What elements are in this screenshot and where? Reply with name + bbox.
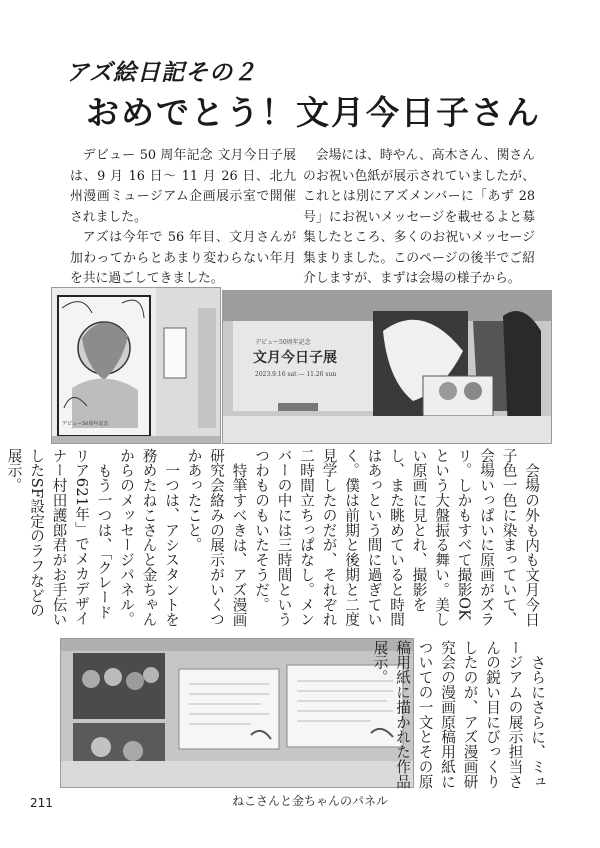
body-paragraph	[0, 448, 2, 628]
body-vertical-text-b	[371, 640, 548, 790]
photo-exhibition-entrance	[222, 290, 552, 444]
exhibit-dates: 2023.9.16 sat ― 11.26 sun	[255, 371, 337, 378]
body-paragraph: 会場の外も内も文月今日子色一色に染まっていて、会場いっぱいに原画がズラリ。しかもすべて撮影OKという大盤振る舞い。美しい原画に見とれ、撮影をし、また眺めていると時間はあっという間に過ぎていく。僕は前期と後期と二度見学したのだが、それぞれ二時間立ちっぱなし。メンバーの中には三時間というつわものもいたそうだ。	[253, 448, 540, 627]
page-number: 211	[30, 796, 53, 810]
body-paragraph: 一つは、アシスタントを務めたねこさんと金ちゃんからのメッセージパネル。	[118, 448, 180, 627]
photo-panel-illustration	[61, 639, 413, 787]
intro-column-right	[303, 146, 535, 290]
body-vertical-text	[5, 448, 542, 628]
body-paragraph: 特筆すべきは、アズ漫画研究会絡みの展示がいくつかあったこと。	[185, 448, 248, 627]
poster-caption: デビュー50周年記念	[62, 421, 109, 427]
body-paragraph: もう一つは、「クレードリア621年」でメカデザイナー村田護郎君がお手伝いしたSF設定のラフなどの展示。	[5, 448, 113, 627]
exhibit-subtitle: デビュー50周年記念	[255, 339, 311, 346]
photo-entrance-illustration	[223, 291, 551, 443]
intro-column-left	[70, 146, 296, 290]
article-title: おめでとう！文月今日子さん	[86, 93, 541, 132]
photo-message-panel	[60, 638, 414, 788]
article-subtitle: アズ絵日記その２	[66, 60, 258, 86]
photo-poster-wall	[51, 287, 221, 444]
photo-caption: ねこさんと金ちゃんのパネル	[232, 794, 389, 808]
exhibit-title: 文月今日子展	[253, 350, 337, 366]
intro-paragraph: デビュー 50 周年記念 文月今日子展は、9 月 16 日～ 11 月 26 日、北九州漫画ミュージアム企画展示室で開催されました。	[70, 148, 296, 225]
intro-paragraph: アズは今年で 56 年目、文月さんが加わってからとあまり変わらない年月を共に過ごしてきました。	[70, 230, 296, 286]
body-paragraph: さらにさらに、ミュージアムの展示担当さんの鋭い目にびっくりしたのが、アズ漫画研究会の漫画原稿用紙についての一文とその原稿用紙に描かれた作品展示。	[371, 640, 546, 789]
intro-paragraph: 会場には、時やん、高木さん、関さんのお祝い色紙が展示されていましたが、これとは別にアズメンバーに「あず 28 号」にお祝いメッセージを載せるよと募集したところ、多くのお祝いメッセージ集まりました。このページの後半でご紹介しますが、まずは会場の様子から。	[303, 148, 535, 286]
